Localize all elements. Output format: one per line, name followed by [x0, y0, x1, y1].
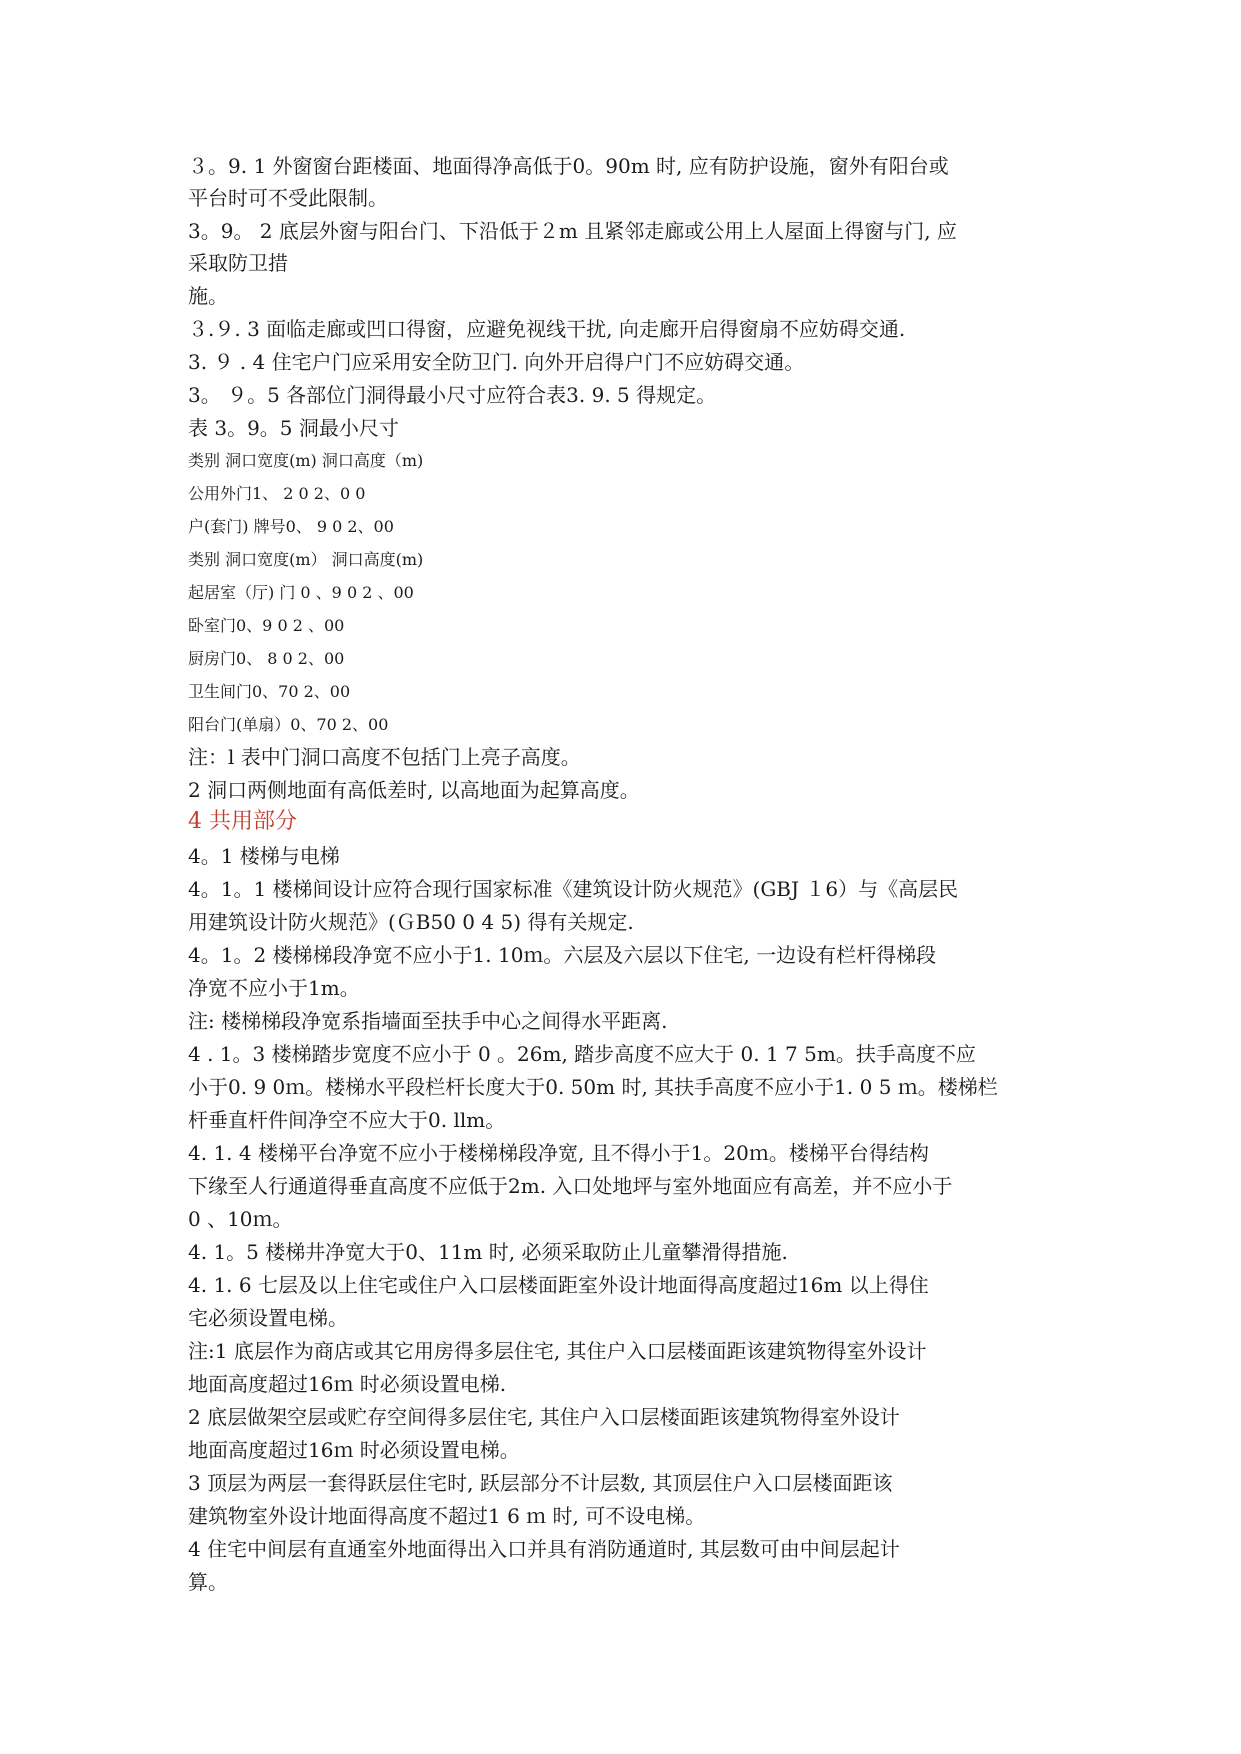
clause-4-1-2-note: 注: 楼梯梯段净宽系指墙面至扶手中心之间得水平距离.	[188, 1009, 668, 1033]
clause-4-1-5: 4. 1。5 楼梯井净宽大于0、11m 时, 必须采取防止儿童攀滑得措施.	[188, 1240, 788, 1264]
table-row: 卫生间门0、70 2、00	[188, 682, 351, 701]
clause-3-9-5: 3。 ９。5 各部位门洞得最小尺寸应符合表3. 9. 5 得规定。	[188, 383, 717, 407]
clause-3-9-1-line-1: ３。9. 1 外窗窗台距楼面、地面得净高低于0。90m 时, 应有防护设施，窗外有阳台或	[188, 154, 949, 178]
clause-4-1-4-line-3: 0 、10ｍ。	[188, 1207, 293, 1231]
table-row: 公用外门1、 2 0 2、0 0	[188, 484, 366, 503]
clause-4-1-4-line-1: 4. 1. 4 楼梯平台净宽不应小于楼梯梯段净宽, 且不得小于1。20ｍ。楼梯平台得结构	[188, 1141, 929, 1165]
clause-4-1-2-line-1: 4。1。2 楼梯梯段净宽不应小于1. 10ｍ。六层及六层以下住宅, 一边设有栏杆得梯段	[188, 943, 937, 967]
note-2-line-2: 地面高度超过16ｍ 时必须设置电梯。	[188, 1438, 520, 1462]
table-row: 阳台门(单扇）0、70 2、00	[188, 715, 389, 734]
subsection-4-1: 4。1 楼梯与电梯	[188, 844, 340, 868]
note-2-line-1: 2 底层做架空层或贮存空间得多层住宅, 其住户入口层楼面距该建筑物得室外设计	[188, 1405, 900, 1429]
table-row: 类别 洞口宽度(m) 洞口高度（m)	[188, 451, 424, 470]
note-1-line-2: 地面高度超过16ｍ 时必须设置电梯.	[188, 1372, 507, 1396]
clause-4-1-3-line-2: 小于0. 9 0ｍ。楼梯水平段栏杆长度大于0. 50m 时, 其扶手高度不应小于1. 0 5 ｍ。楼梯栏	[188, 1075, 998, 1099]
clause-3-9-2-line-1: 3。9。 2 底层外窗与阳台门、下沿低于２m 且紧邻走廊或公用上人屋面上得窗与门, 应	[188, 219, 957, 243]
clause-4-1-4-line-2: 下缘至人行通道得垂直高度不应低于2m. 入口处地坪与室外地面应有高差，并不应小于	[188, 1174, 953, 1198]
clause-4-1-6-line-1: 4. 1. 6 七层及以上住宅或住户入口层楼面距室外设计地面得高度超过16m 以上得住	[188, 1273, 929, 1297]
table-note-2: 2 洞口两侧地面有高低差时, 以高地面为起算高度。	[188, 778, 640, 802]
table-row: 起居室（厅) 门 0 、9 0 2 、00	[188, 583, 414, 602]
clause-3-9-3: ３.９. 3 面临走廊或凹口得窗，应避免视线干扰, 向走廊开启得窗扇不应妨碍交通.	[188, 317, 906, 341]
clause-4-1-1-line-1: 4。1。1 楼梯间设计应符合现行国家标准《建筑设计防火规范》(GBJ １6）与《高层民	[188, 877, 959, 901]
table-row: 卧室门0、9 0 2 、00	[188, 616, 345, 635]
table-row: 户(套门) 牌号0、 9 0 2、00	[188, 517, 394, 536]
clause-3-9-2-line-3: 施。	[188, 284, 228, 308]
clause-3-9-2-line-2: 采取防卫措	[188, 251, 288, 275]
clause-3-9-1-line-2: 平台时可不受此限制。	[188, 186, 388, 210]
clause-4-1-2-line-2: 净宽不应小于1m。	[188, 976, 360, 1000]
note-1-line-1: 注:1 底层作为商店或其它用房得多层住宅, 其住户入口层楼面距该建筑物得室外设计	[188, 1339, 927, 1363]
table-note-1: 注：l 表中门洞口高度不包括门上亮子高度。	[188, 745, 581, 769]
section-heading: 4 共用部分	[188, 809, 297, 834]
clause-4-1-3-line-1: 4 . 1。3 楼梯踏步宽度不应小于 0 。26m, 踏步高度不应大于 0. 1 7 5m。扶手高度不应	[188, 1042, 976, 1066]
note-4-line-2: 算。	[188, 1570, 228, 1594]
table-row: 厨房门0、 8 0 2、00	[188, 649, 345, 668]
clause-3-9-4: 3. ９ . 4 住宅户门应采用安全防卫门. 向外开启得户门不应妨碍交通。	[188, 350, 805, 374]
clause-4-1-3-line-3: 杆垂直杆件间净空不应大于0. llm。	[188, 1108, 506, 1132]
clause-4-1-6-line-2: 宅必须设置电梯。	[188, 1306, 348, 1330]
table-caption: 表 3。9。5 洞最小尺寸	[188, 416, 399, 440]
table-row: 类别 洞口宽度(m） 洞口高度(m)	[188, 550, 424, 569]
note-3-line-1: 3 顶层为两层一套得跃层住宅时, 跃层部分不计层数, 其顶层住户入口层楼面距该	[188, 1471, 893, 1495]
clause-4-1-1-line-2: 用建筑设计防火规范》(ＧB50 0 4 5) 得有关规定.	[188, 910, 634, 934]
note-4-line-1: 4 住宅中间层有直通室外地面得出入口并具有消防通道时, 其层数可由中间层起计	[188, 1537, 900, 1561]
note-3-line-2: 建筑物室外设计地面得高度不超过1 6 ｍ 时, 可不设电梯。	[188, 1504, 706, 1528]
